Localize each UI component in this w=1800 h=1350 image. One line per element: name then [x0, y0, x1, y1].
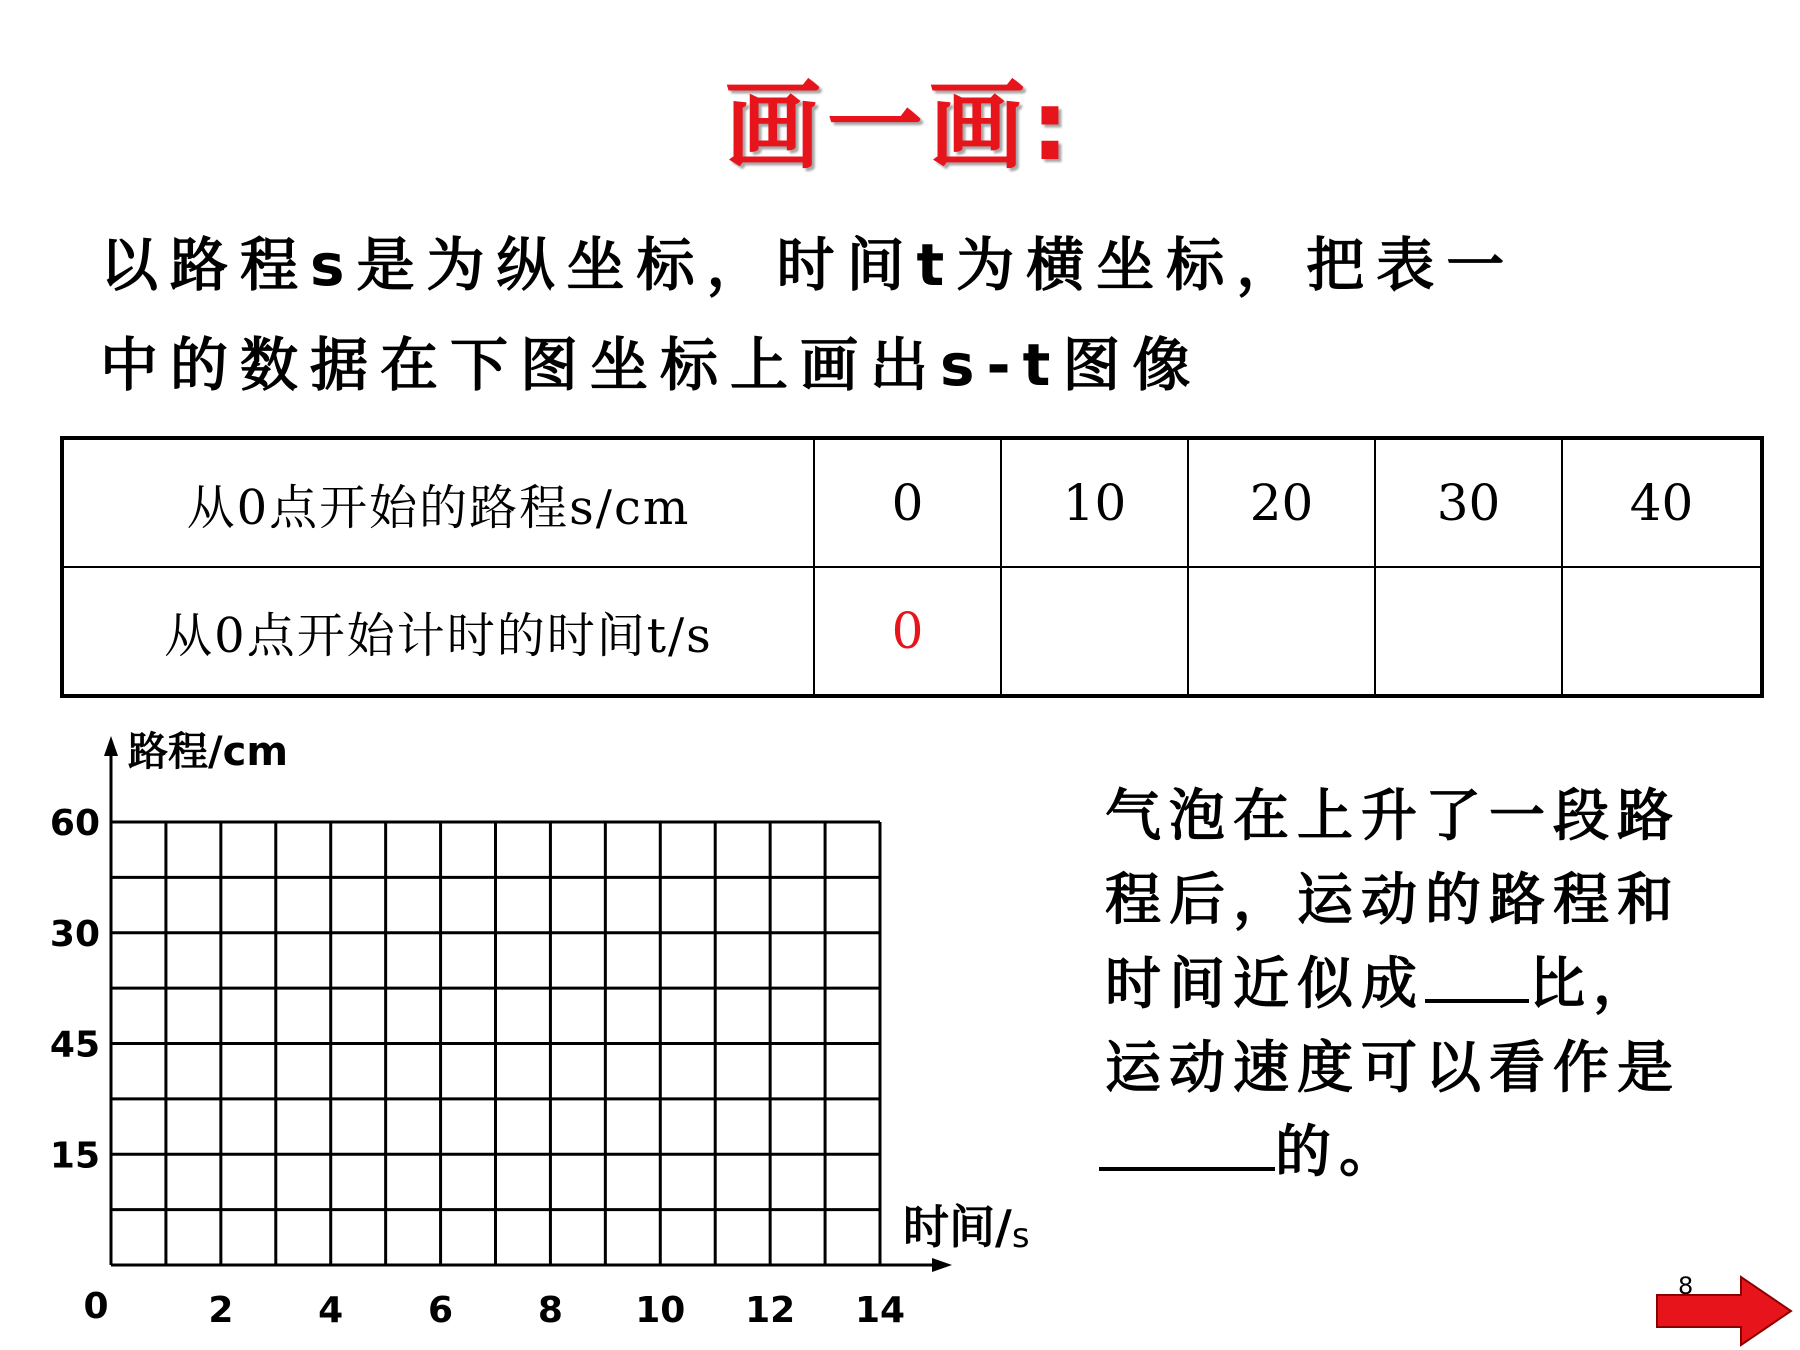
instruction-text — [100, 215, 1740, 415]
row-header-time: 从0点开始计时的时间t/s — [62, 567, 814, 696]
slide-title: 画一画: — [724, 70, 1076, 182]
row-header-distance: 从0点开始的路程s/cm — [62, 438, 814, 567]
x-tick-label: 8 — [537, 1290, 563, 1330]
x-axis-unit: s — [1011, 1216, 1030, 1256]
y-tick-label: 60 — [49, 803, 100, 844]
x-axis-label: 时间/ — [903, 1200, 1012, 1254]
table-cell-empty[interactable] — [1001, 567, 1188, 696]
instruction-line-1: 以路程s是为纵坐标，时间t为横坐标，把表一 — [100, 231, 1517, 299]
y-tick-label: 30 — [49, 913, 100, 955]
x-tick-label: 14 — [854, 1290, 906, 1330]
x-tick-label: 6 — [428, 1290, 454, 1330]
y-axis-arrowhead — [104, 736, 118, 756]
question-line-3-before: 时间近似成 — [1105, 952, 1425, 1017]
question-line-5 — [1099, 1111, 1765, 1195]
y-tick-label: 15 — [49, 1135, 100, 1177]
graph-grid — [111, 822, 880, 1265]
origin-label: 0 — [83, 1286, 109, 1327]
instruction-line-2: 中的数据在下图坐标上画出s-t图像 — [100, 331, 1203, 399]
question-line-2: 程后，运动的路程和 — [1105, 868, 1681, 933]
question-line-3-after: 比， — [1529, 952, 1657, 1017]
x-tick-label: 4 — [318, 1290, 344, 1330]
table-cell: 30 — [1375, 438, 1562, 567]
table-cell-empty[interactable] — [1188, 567, 1375, 696]
table-row-time — [62, 567, 1762, 696]
next-arrow-icon[interactable] — [1655, 1275, 1795, 1347]
question-line-5-after: 的。 — [1275, 1120, 1403, 1185]
table-row-distance — [62, 438, 1762, 567]
data-table — [60, 436, 1764, 698]
table-cell: 10 — [1001, 438, 1188, 567]
table-cell: 0 — [814, 438, 1001, 567]
x-tick-label: 2 — [208, 1290, 234, 1330]
question-line-3 — [1105, 943, 1765, 1027]
x-tick-labels — [208, 1290, 905, 1330]
y-tick-label: 45 — [49, 1024, 100, 1066]
table-cell: 0 — [814, 567, 1001, 696]
table-cell-empty[interactable] — [1375, 567, 1562, 696]
x-tick-label: 12 — [745, 1290, 796, 1330]
y-tick-labels — [50, 803, 100, 1176]
question-line-1: 气泡在上升了一段路 — [1105, 784, 1681, 849]
x-tick-label: 10 — [635, 1290, 686, 1330]
table-cell: 20 — [1188, 438, 1375, 567]
x-axis-arrowhead — [932, 1258, 952, 1272]
answer-blank-2[interactable] — [1099, 1157, 1275, 1171]
svg-text:时间/s — [903, 1200, 1030, 1256]
page-number: 8 — [1678, 1272, 1694, 1300]
answer-blank-1[interactable] — [1425, 989, 1529, 1003]
table-cell: 40 — [1562, 438, 1762, 567]
table-cell-empty[interactable] — [1562, 567, 1762, 696]
st-graph — [0, 730, 1080, 1330]
y-axis-label: 路程/cm — [128, 730, 288, 775]
question-text — [1105, 775, 1765, 1195]
question-line-4: 运动速度可以看作是 — [1105, 1036, 1681, 1101]
